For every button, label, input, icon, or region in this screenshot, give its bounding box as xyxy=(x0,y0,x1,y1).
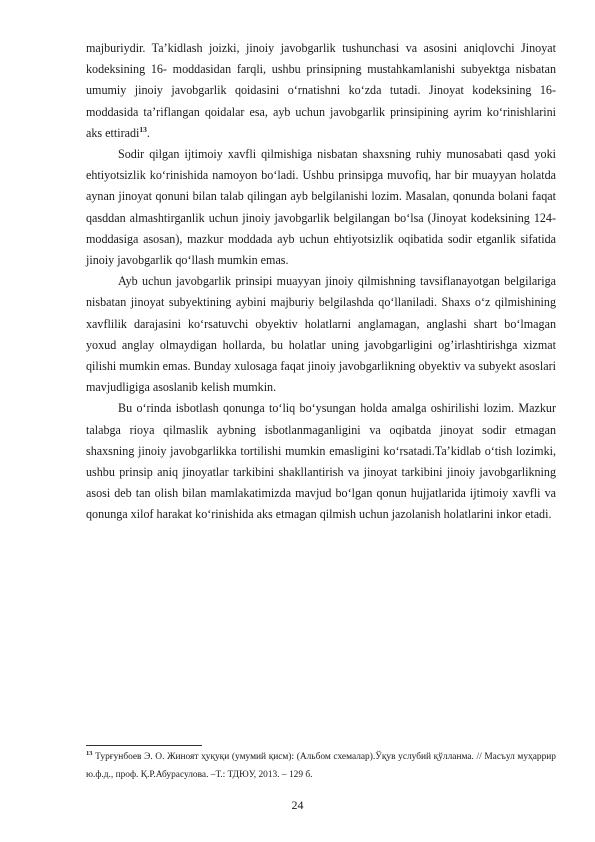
footnote-number: 13 xyxy=(86,750,93,757)
page-number: 24 xyxy=(291,798,304,812)
paragraph-2: Sodir qilgan ijtimoiy xavfli qilmishiga nisbatan shaxsning ruhiy munosabati qasd yoki ehtiyotsizlik ko‘rinishida namoyon bo‘ladi. Ushbu prinsipga muvofiq, har bir muayyan holatda aynan jinoyat qonuni bilan talab qilingan ayb belgilanishi lozim. Masalan, qonunda bolani faqat qasddan almashtirganlik uchun jinoiy javobgarlik belgilangan bo‘lsa (Jinoyat kodeksining 124-moddasiga asosan), mazkur moddada ayb uchun ehtiyotsizlik oqibatida sodir etganlik sifatida jinoiy javobgarlik qo‘llash mumkin emas. xyxy=(86,147,556,268)
paragraph-3: Ayb uchun javobgarlik prinsipi muayyan jinoiy qilmishning tavsiflanayotgan belgilariga nisbatan jinoyat subyektining aybini majburiy belgilashda qo‘llaniladi. Shaxs o‘z qilmishining xavflilik darajasini ko‘rsatuvchi obyektiv holatlarni anglamagan, anglashi shart bo‘lmagan yoxud anglay olmaydigan hollarda, bu holatlar uning javobgarligini og’irlashtirishga xizmat qilishi mumkin emas. Bunday xulosaga faqat jinoiy javobgarlikning obyektiv va subyekt asoslari mavjudligiga asoslanib kelish mumkin. xyxy=(86,274,556,395)
footnote xyxy=(86,749,556,784)
page-body xyxy=(86,38,556,526)
footnote-reference[interactable]: 13 xyxy=(139,124,147,134)
footnote-separator xyxy=(86,745,202,746)
paragraph-tail: . xyxy=(146,125,150,140)
paragraph-4: Bu o‘rinda isbotlash qonunga to‘liq bo‘ysungan holda amalga oshirilishi lozim. Mazkur talabga rioya qilmaslik aybning isbotlanmaganligini va oqibatda jinoyat sodir etmagan shaxsning jinoiy javobgarlikka tortilishi mumkin emasligini ko‘rsatadi.Ta’kidlab o‘tish lozimki, ushbu prinsip aniq jinoyatlar tarkibini shakllantirish va jinoyat tarkibini jinoiy javobgarlikning asosi deb tan olish bilan mamlakatimizda mavjud bo‘lgan qonun hujjatlarida ijtimoiy xavfli va qonunga xilof harakat ko‘rinishida aks etmagan qilmish uchun jazolanish holatlarini inkor etadi. xyxy=(86,401,556,522)
paragraph-1 xyxy=(86,38,556,144)
paragraph-text: majburiydir. Ta’kidlash joizki, jinoiy javobgarlik tushunchasi va asosini aniqlovchi Jinoyat kodeksining 16- moddasidan farqli, ushbu prinsipning mustahkamlanishi subyektga nisbatan umumiy jinoiy javobgarlik qoidasini o‘rnatishni ko‘zda tutadi. Jinoyat kodeksining 16-moddasida ta’riflangan qoidalar esa, ayb uchun javobgarlik prinsipining ayrim ko‘rinishlarini aks ettiradi xyxy=(86,41,556,140)
footnote-text: Турғунбоев Э. О. Жиноят ҳуқуқи (умумий қисм): (Альбом схемалар).Ўқув услубий қўлланма. // Масъул муҳаррир ю.ф.д., проф. Қ.Р.Абурасулова. –Т.: ТДЮУ, 2013. – 129 б. xyxy=(86,752,556,780)
